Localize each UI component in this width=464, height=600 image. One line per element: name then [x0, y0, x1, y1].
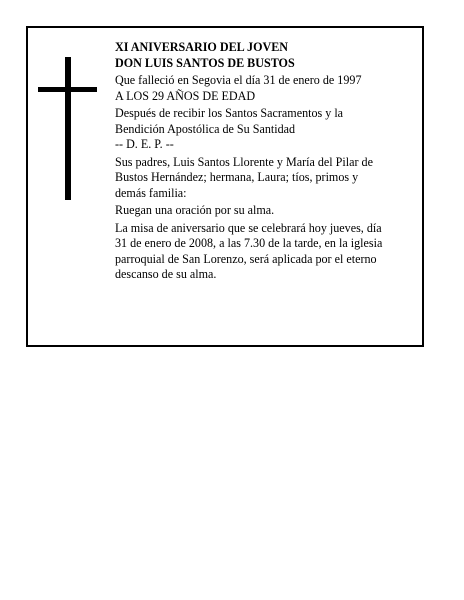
mass-line-1: La misa de aniversario que se celebrará hoy jueves, día [115, 220, 382, 235]
cross-vertical-bar [65, 57, 71, 200]
age-line: A LOS 29 AÑOS DE EDAD [115, 88, 256, 103]
family-line-2: Bustos Hernández; hermana, Laura; tíos, primos y [115, 170, 359, 184]
notice-title-line-2: DON LUIS SANTOS DE BUSTOS [115, 55, 295, 70]
mass-line-2: 31 de enero de 2008, a las 7.30 de la tarde, en la iglesia [115, 236, 383, 250]
mass-line-3: parroquial de San Lorenzo, será aplicada por el eterno [115, 251, 377, 266]
cross-horizontal-bar [38, 87, 97, 92]
death-line: Que falleció en Segovia el día 31 de enero de 1997 [115, 73, 362, 87]
sacraments-line-1: Después de recibir los Santos Sacramentos y la [115, 106, 344, 120]
dep-line: -- D. E. P. -- [115, 137, 174, 151]
notice-text [115, 40, 415, 283]
prayer-line: Ruegan una oración por su alma. [115, 203, 275, 217]
mass-line-4: descanso de su alma. [115, 267, 217, 281]
notice-title-line-1: XI ANIVERSARIO DEL JOVEN [115, 40, 289, 54]
family-line-3: demás familia: [115, 185, 187, 200]
family-line-1: Sus padres, Luis Santos Llorente y María del Pilar de [115, 154, 373, 169]
obituary-notice [26, 26, 424, 347]
sacraments-line-2: Bendición Apostólica de Su Santidad [115, 121, 296, 136]
cross-icon [38, 57, 100, 200]
